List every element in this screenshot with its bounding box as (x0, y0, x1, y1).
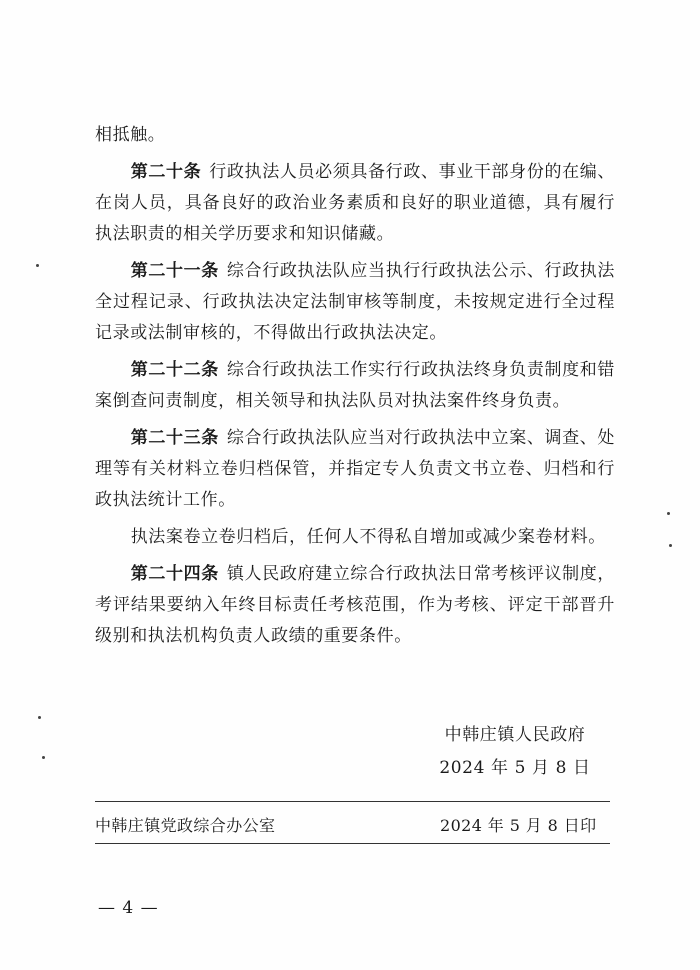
paragraph-continuation (95, 120, 615, 151)
document-body (95, 120, 615, 658)
scan-speck (38, 716, 41, 719)
article-number: 第二十四条 (130, 564, 219, 584)
paragraph-text: 相抵触。 (95, 125, 166, 145)
scan-speck (669, 544, 672, 547)
article-23-subparagraph (95, 522, 615, 553)
article-21 (95, 256, 615, 349)
footer-issuing-office: 中韩庄镇党政综合办公室 (95, 816, 276, 835)
article-number: 第二十三条 (130, 428, 219, 448)
scan-speck (667, 512, 670, 515)
article-22 (95, 355, 615, 417)
article-20 (95, 157, 615, 250)
article-text: 镇人民政府建立综合行政执法日常考核评议制度，考评结果要纳入年终目标责任考核范围，作为考核、评定干部晋升级别和执法机构负责人政绩的重要条件。 (95, 564, 616, 646)
footer-rule-bottom (95, 843, 610, 844)
signature-date: 2024 年 5 月 8 日 (439, 758, 591, 778)
page-number: — 4 — (98, 898, 159, 918)
article-text: 综合行政执法队应当对行政执法中立案、调查、处理等有关材料立卷归档保管，并指定专人负责文书立卷、归档和行政执法统计工作。 (95, 428, 616, 510)
footer-print-date: 2024 年 5 月 8 日印 (440, 816, 597, 835)
footer-rule-top (95, 801, 610, 802)
article-number: 第二十一条 (130, 261, 219, 281)
paragraph-text: 执法案卷立卷归档后，任何人不得私自增加或减少案卷材料。 (130, 527, 606, 547)
article-number: 第二十条 (130, 162, 202, 182)
signature-organization: 中韩庄镇人民政府 (444, 725, 586, 745)
scan-speck (42, 756, 45, 759)
article-23 (95, 423, 615, 516)
scan-speck (36, 264, 39, 267)
article-text: 综合行政执法工作实行行政执法终身负责制度和错案倒查问责制度，相关领导和执法队员对执法案件终身负责。 (95, 360, 616, 411)
article-number: 第二十二条 (130, 360, 219, 380)
article-text: 行政执法人员必须具备行政、事业干部身份的在编、在岗人员，具备良好的政治业务素质和良好的职业道德，具有履行执法职责的相关学历要求和知识储藏。 (95, 162, 615, 244)
article-text: 综合行政执法队应当执行行政执法公示、行政执法全过程记录、行政执法决定法制审核等制度，未按规定进行全过程记录或法制审核的，不得做出行政执法决定。 (95, 261, 616, 343)
article-24 (95, 559, 615, 652)
